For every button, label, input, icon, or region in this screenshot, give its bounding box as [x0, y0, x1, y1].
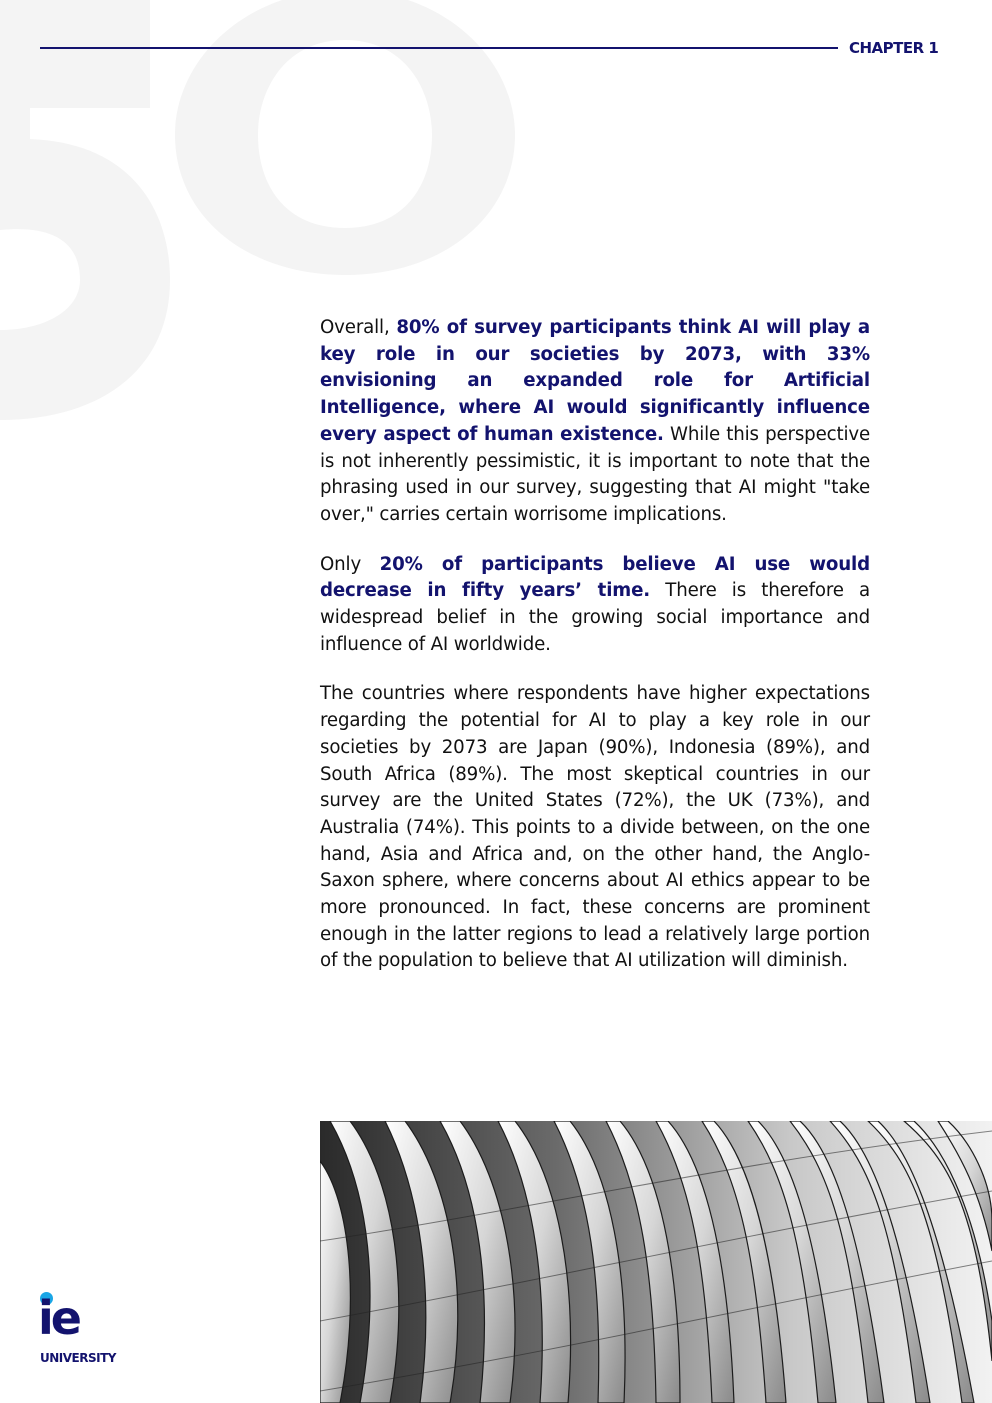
ie-university-logo	[40, 1292, 130, 1372]
header-rule	[40, 47, 838, 49]
paragraph-1	[320, 315, 870, 529]
paragraph-1-rest: While this perspective is not inherently pessimistic, it is important to note that the phrasing used in our survey, suggesting that AI might "take over," carries certain worrisome implications.	[320, 423, 870, 525]
paragraph-1-lead: Overall,	[320, 317, 397, 338]
logo-label: UNIVERSITY	[40, 1351, 116, 1365]
paragraph-2	[320, 552, 870, 659]
paragraph-2-lead: Only	[320, 553, 380, 575]
paragraph-1-highlight: 80% of survey participants think AI will play a key role in our societies by 2073, with 33% envisioning an expanded role for Artificial Intelligence, where AI would significantly influence every aspect of human existence.	[320, 317, 870, 445]
logo-mark: ie	[38, 1291, 79, 1345]
body-text	[320, 315, 870, 998]
paragraph-3: The countries where respondents have higher expectations regarding the potential for AI to play a key role in our societies by 2073 are Japan (90%), Indonesia (89%), and South Africa (89%). The most skeptical countries in our survey are the United States (72%), the UK (73%), and Australia (74%). This points to a divide between, on the one hand, Asia and Africa and, on the other hand, the Anglo-Saxon sphere, where concerns about AI ethics appear to be more pronounced. In fact, these concerns are prominent enough in the latter regions to lead a relatively large portion of the population to believe that AI utilization will diminish.	[320, 683, 870, 972]
architectural-facade-photo	[320, 1121, 992, 1403]
paragraph-2-rest: There is therefore a widespread belief in the growing social importance and influence of AI worldwide.	[320, 580, 870, 655]
paragraph-2-highlight: 20% of participants believe AI use would decrease in fifty years’ time.	[320, 553, 870, 602]
chapter-label: CHAPTER 1	[849, 39, 939, 57]
